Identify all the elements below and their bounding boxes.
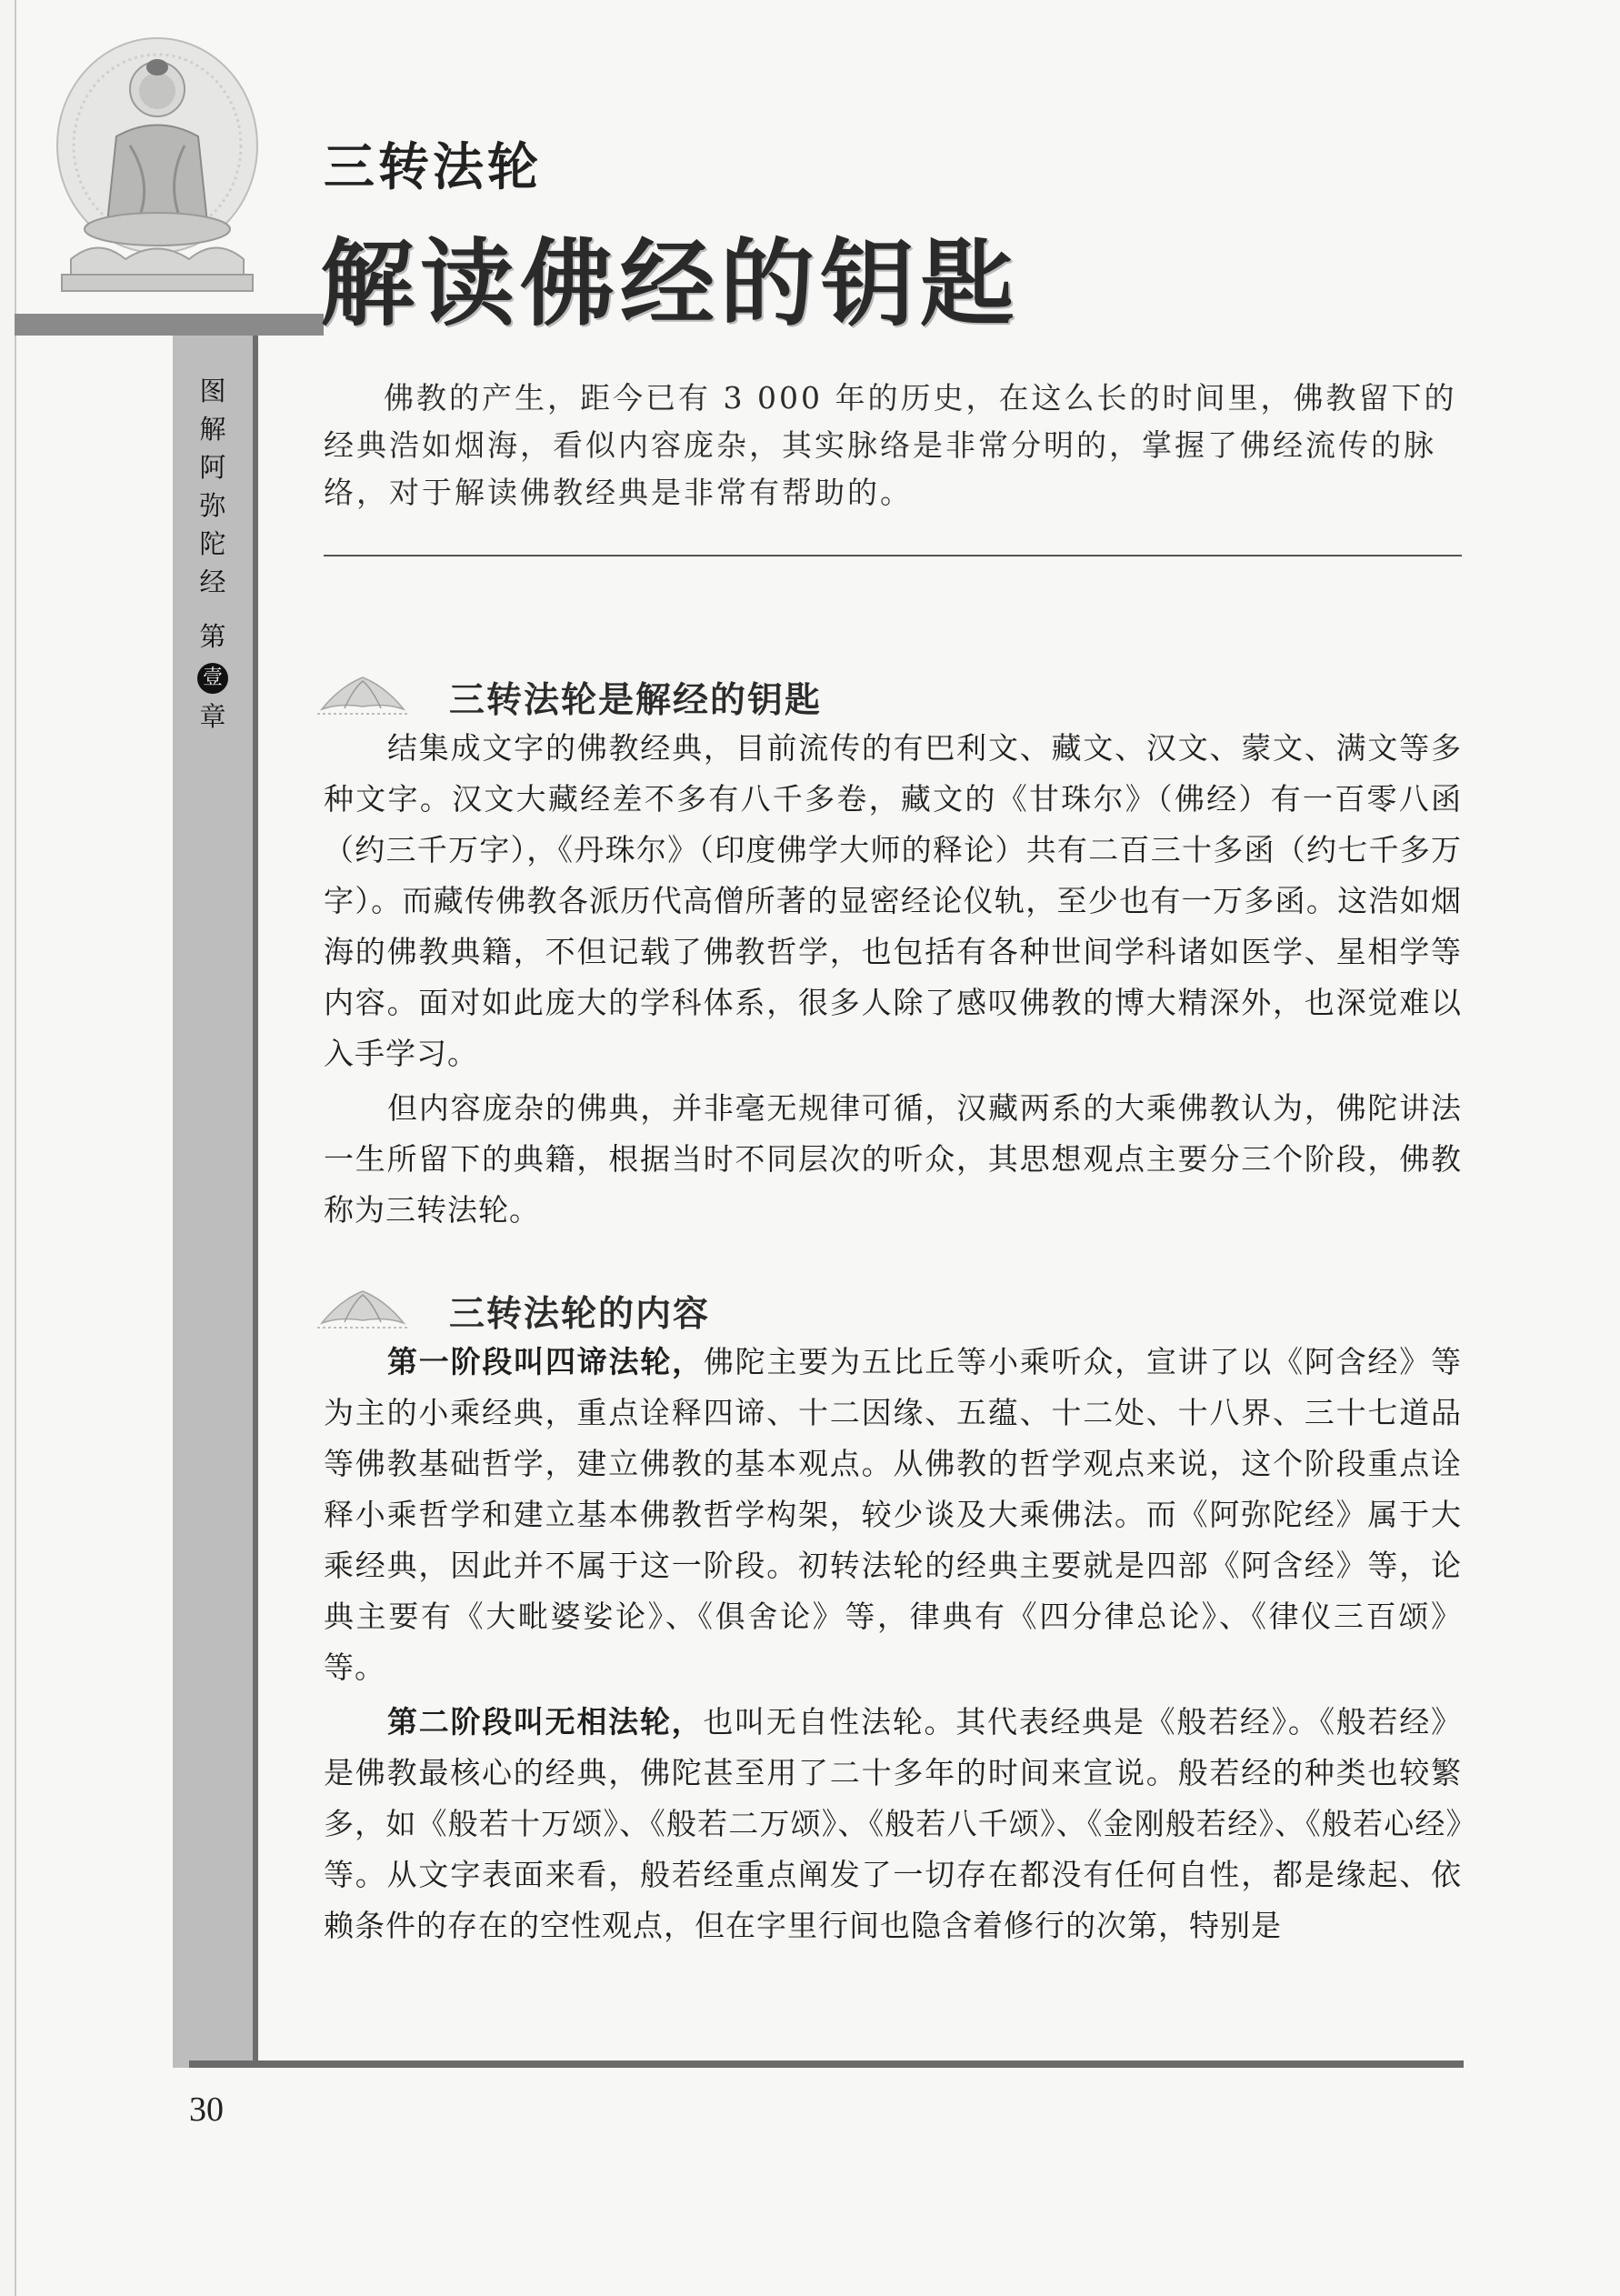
body-paragraph (324, 1337, 1462, 1693)
page-title: 解读佛经的钥匙 (320, 228, 1021, 339)
intro-divider (324, 555, 1462, 556)
book-title-char: 经 (199, 566, 226, 597)
body-paragraph: 但内容庞杂的佛典，并非毫无规律可循，汉藏两系的大乘佛教认为，佛陀讲法一生所留下的典籍，根据当时不同层次的听众，其思想观点主要分三个阶段，佛教称为三转法轮。 (324, 1090, 1462, 1228)
book-title-char: 阿 (199, 452, 226, 483)
page-number: 30 (189, 2090, 224, 2129)
section-heading (324, 668, 1462, 723)
chapter-number-badge: 壹 (197, 663, 228, 694)
buddha-illustration (44, 36, 271, 300)
book-title-char: 陀 (199, 528, 226, 559)
paragraph-text: 佛陀主要为五比丘等小乘听众，宣讲了以《阿含经》等为主的小乘经典，重点诠释四谛、十二因缘、五蕴、十二处、十八界、三十七道品等佛教基础哲学，建立佛教的基本观点。从佛教的哲学观点来说，这个阶段重点诠释小乘哲学和建立基本佛教哲学构架，较少谈及大乘佛法。而《阿弥陀经》属于大乘经典，因此并不属于这一阶段。初转法轮的经典主要就是四部《阿含经》等，论典主要有《大毗婆娑论》、《俱舍论》等，律典有《四分律总论》、《律仪三百颂》等。 (324, 1344, 1463, 1685)
chapter-sidebar (173, 336, 258, 2068)
page-subtitle: 三转法轮 (324, 137, 542, 197)
header-rule (15, 314, 324, 336)
book-title-char: 弥 (199, 490, 226, 521)
section-2 (324, 1282, 1462, 1951)
paragraph-lead: 第二阶段叫无相法轮， (387, 1704, 704, 1740)
section-heading (324, 1282, 1462, 1337)
intro-paragraph: 佛教的产生，距今已有 3 000 年的历史，在这么长的时间里，佛教留下的经典浩如烟海，看似内容庞杂，其实脉络是非常分明的，掌握了佛经流传的脉络，对于解读佛教经典是非常有帮助的。 (324, 380, 1457, 510)
body-paragraph: 结集成文字的佛教经典，目前流传的有巴利文、藏文、汉文、蒙文、满文等多种文字。汉文大藏经差不多有八千多卷，藏文的《甘珠尔》（佛经）有一百零八函（约三千万字），《丹珠尔》（印度佛学大师的释论）共有二百三十多函（约七千多万字）。而藏传佛教各派历代高僧所著的显密经论仪轨，至少也有一万多函。这浩如烟海的佛教典籍，不但记载了佛教哲学，也包括有各种世间学科诸如医学、星相学等内容。面对如此庞大的学科体系，很多人除了感叹佛教的博大精深外，也深觉难以入手学习。 (324, 730, 1462, 1071)
book-title-char: 图 (199, 376, 226, 406)
chapter-prefix: 第 (199, 621, 226, 652)
section-title: 三转法轮是解经的钥匙 (449, 680, 823, 721)
sidebar-label (173, 372, 253, 736)
lotus-icon (313, 668, 413, 723)
paragraph-text: 也叫无自性法轮。其代表经典是《般若经》。《般若经》是佛教最核心的经典，佛陀甚至用了二十多年的时间来宣说。般若经的种类也较繁多，如《般若十万颂》、《般若二万颂》、《般若八千颂》、《金刚般若经》、《般若心经》等。从文字表面来看，般若经重点阐发了一切存在都没有任何自性，都是缘起、依赖条件的存在的空性观点，但在字里行间也隐含着修行的次第，特别是 (324, 1704, 1463, 1943)
paragraph-lead: 第一阶段叫四谛法轮， (387, 1344, 704, 1379)
book-title-char: 解 (199, 414, 226, 445)
chapter-suffix: 章 (199, 701, 226, 732)
body-paragraph (324, 1697, 1462, 1951)
section-1 (324, 668, 1462, 1236)
lotus-icon (313, 1282, 413, 1337)
section-title: 三转法轮的内容 (449, 1294, 711, 1335)
footer-rule (189, 2060, 1464, 2068)
